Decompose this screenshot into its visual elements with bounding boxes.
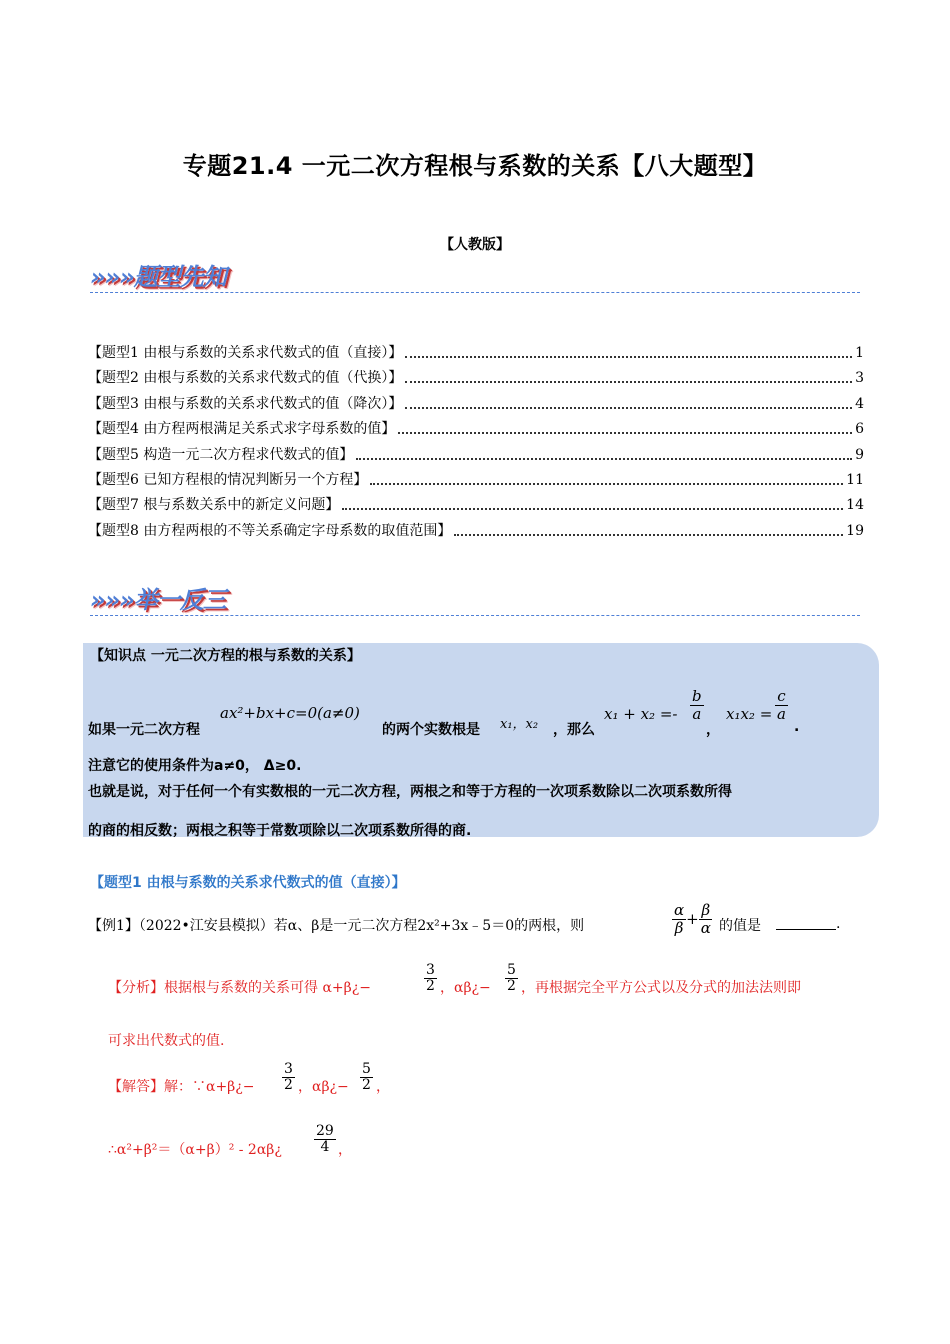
toc-entry-title: 【题型1 由根与系数的关系求代数式的值（直接）】: [88, 345, 403, 361]
fraction-denominator: a: [692, 704, 702, 723]
section-heading-overview: »»»题型先知: [90, 263, 226, 291]
analysis-part1: 根据根与系数的关系可得 α+β¿−: [164, 980, 371, 996]
section-divider: [90, 292, 860, 293]
solution-line2-end: ，: [338, 1142, 352, 1158]
section-divider: [90, 615, 860, 616]
knowledge-line1-a: 如果一元二次方程: [88, 722, 200, 738]
toc-leader-dots: [405, 381, 852, 383]
solution-line2: ∴α²+β²＝（α+β）² - 2αβ¿: [108, 1142, 282, 1158]
toc-page-number: 4: [855, 395, 864, 412]
beta-over-alpha: [699, 902, 713, 936]
example1-prefix: 【例1】（2022•江安县模拟）若α、β是一元二次方程2x²+3x﹣5＝0的两根，则: [88, 918, 585, 934]
toc-entry-title: 【题型5 构造一元二次方程求代数式的值】: [88, 446, 354, 463]
fraction-numerator: b: [692, 687, 702, 705]
comma: ，: [706, 722, 720, 738]
type1-heading: 【题型1 由根与系数的关系求代数式的值（直接）】: [90, 875, 406, 891]
solution-part1: 解：∵α+β¿−: [164, 1079, 255, 1095]
example1-end: .: [836, 916, 841, 932]
solution-label: 【解答】: [108, 1079, 164, 1095]
toc-entry[interactable]: [88, 340, 864, 362]
fraction-denominator: 4: [320, 1139, 330, 1156]
knowledge-title: 【知识点 一元二次方程的根与系数的关系】: [90, 648, 361, 664]
fraction-denominator: 2: [362, 1077, 371, 1094]
fraction-3-over-2: [424, 963, 437, 995]
fraction-denominator: 2: [284, 1077, 293, 1094]
product-of-roots-lhs: x₁x₂ =: [726, 705, 773, 723]
solution-part2: ，αβ¿−: [298, 1079, 349, 1095]
toc-entry[interactable]: [88, 467, 864, 489]
toc-leader-dots: [398, 432, 852, 434]
fraction-numerator: α: [674, 901, 685, 919]
fraction-29-over-4: [314, 1124, 336, 1156]
toc-entry[interactable]: [88, 518, 864, 540]
period: .: [794, 719, 800, 735]
toc-entry[interactable]: [88, 391, 864, 413]
toc-page-number: 6: [855, 421, 864, 438]
toc-entry-title: 【题型8 由方程两根的不等关系确定字母系数的取值范围】: [88, 522, 452, 539]
example1-suffix: 的值是: [719, 918, 761, 934]
quadratic-equation: ax²+bx+c=0(a≠0): [220, 704, 360, 722]
fraction-denominator: α: [700, 918, 711, 937]
knowledge-line2: 注意它的使用条件为a≠0， Δ≥0.: [88, 758, 302, 774]
analysis-line2: 可求出代数式的值.: [108, 1033, 225, 1049]
analysis-text1: [108, 977, 371, 997]
fraction-denominator: β: [674, 918, 684, 937]
fraction-numerator: 3: [284, 1061, 293, 1077]
fraction-5-over-2: [505, 963, 518, 995]
edition-label: 【人教版】: [440, 237, 510, 253]
fraction-numerator: 29: [316, 1123, 334, 1139]
analysis-label: 【分析】: [108, 980, 164, 996]
toc-leader-dots: [370, 483, 843, 485]
plus-sign: +: [686, 910, 699, 928]
toc-entry[interactable]: [88, 442, 864, 464]
knowledge-line1-b: 的两个实数根是: [382, 722, 480, 738]
toc-entry-title: 【题型6 已知方程根的情况判断另一个方程】: [88, 472, 368, 488]
toc-leader-dots: [454, 534, 843, 536]
answer-blank: [776, 915, 836, 930]
analysis-part2: ，αβ¿−: [440, 980, 491, 996]
fraction-denominator: 2: [426, 978, 435, 995]
toc-page-number: 3: [855, 370, 864, 387]
toc-leader-dots: [342, 508, 843, 510]
sum-of-roots-lhs: x₁ + x₂ =-: [604, 705, 678, 723]
toc-page-number: 19: [846, 522, 864, 539]
toc-page-number: 1: [855, 345, 864, 361]
toc-entry-title: 【题型4 由方程两根满足关系式求字母系数的值】: [88, 421, 396, 438]
toc-leader-dots: [356, 458, 852, 460]
toc-page-number: 9: [855, 446, 864, 463]
solution-part3: ，: [376, 1079, 390, 1095]
roots: x₁，x₂: [500, 717, 539, 732]
page-title: 专题21.4 一元二次方程根与系数的关系【八大题型】: [182, 152, 768, 180]
toc-entry[interactable]: [88, 416, 864, 438]
fraction-denominator: a: [777, 704, 786, 723]
toc-entry[interactable]: [88, 365, 864, 387]
toc-page-number: 11: [846, 472, 864, 488]
knowledge-line3: 也就是说，对于任何一个有实数根的一元二次方程，两根之和等于方程的一次项系数除以二次项系数所得: [88, 784, 732, 800]
fraction-5-over-2: [360, 1062, 373, 1094]
fraction-numerator: 5: [507, 962, 516, 978]
sum-of-roots-fraction: [690, 688, 704, 722]
section-heading-examples: »»»举一反三: [90, 586, 226, 614]
toc-leader-dots: [405, 407, 852, 409]
fraction-numerator: 5: [362, 1061, 371, 1077]
knowledge-line4: 的商的相反数；两根之积等于常数项除以二次项系数所得的商.: [88, 823, 472, 839]
product-of-roots-fraction: [775, 688, 788, 722]
knowledge-box: [83, 643, 879, 837]
fraction-3-over-2: [282, 1062, 295, 1094]
fraction-numerator: c: [777, 687, 786, 705]
toc-entry-title: 【题型2 由根与系数的关系求代数式的值（代换）】: [88, 370, 403, 387]
fraction-numerator: 3: [426, 962, 435, 978]
alpha-over-beta: [672, 902, 686, 936]
analysis-part3: ，再根据完全平方公式以及分式的加法法则即: [521, 980, 801, 996]
toc-entry[interactable]: [88, 492, 864, 514]
toc-entry-title: 【题型7 根与系数关系中的新定义问题】: [88, 497, 340, 514]
toc-leader-dots: [405, 356, 852, 358]
fraction-numerator: β: [701, 901, 711, 919]
toc-entry-title: 【题型3 由根与系数的关系求代数式的值（降次）】: [88, 395, 403, 412]
toc-page-number: 14: [846, 497, 864, 514]
knowledge-line1-c: ，那么: [553, 722, 595, 738]
fraction-denominator: 2: [507, 978, 516, 995]
